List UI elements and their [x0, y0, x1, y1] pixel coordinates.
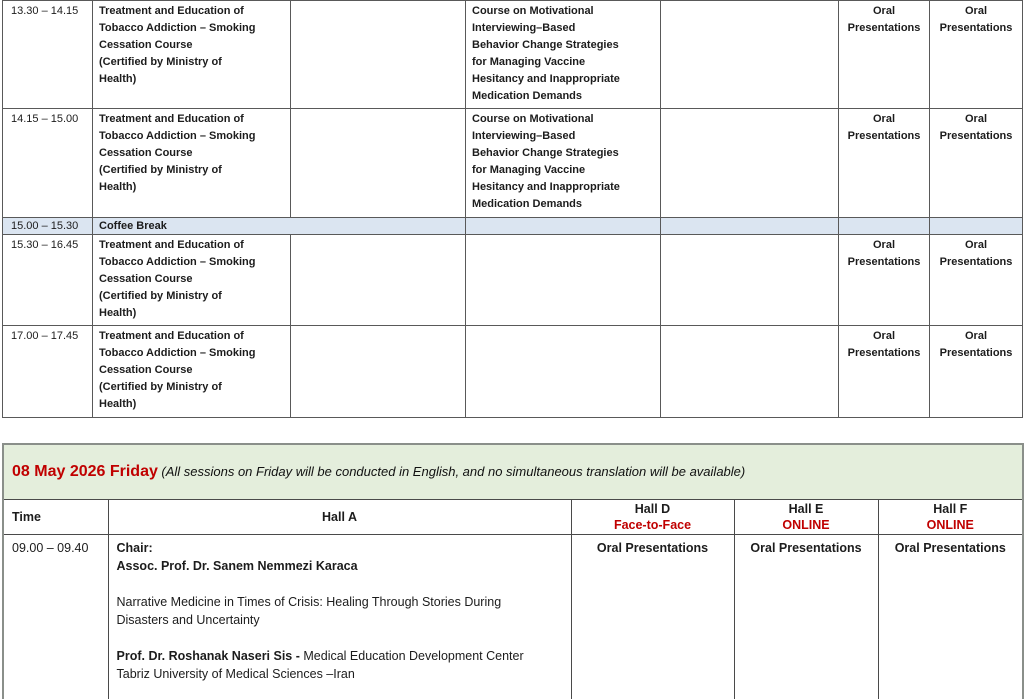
course-line: Treatment and Education of — [99, 5, 244, 17]
header-hall-f — [878, 500, 1023, 535]
course-line: Health) — [99, 181, 137, 193]
motivational-course-cell — [466, 109, 661, 218]
oral-line: Presentations — [847, 130, 921, 142]
table-row — [3, 1, 1023, 109]
empty-cell — [466, 235, 661, 326]
afternoon-sessions-table — [2, 0, 1023, 418]
oral-line: Oral — [872, 330, 895, 342]
time-cell: 15.00 – 15.30 — [3, 218, 93, 235]
course-line: Behavior Change Strategies — [472, 147, 619, 159]
empty-cell — [930, 218, 1023, 235]
empty-cell — [661, 218, 839, 235]
course-line: Cessation Course — [99, 147, 193, 159]
course-line: Health) — [99, 398, 137, 410]
course-line: (Certified by Ministry of — [99, 164, 222, 176]
oral-presentations-cell — [839, 326, 930, 418]
empty-cell — [291, 1, 466, 109]
friday-band-cell — [3, 444, 1023, 500]
friday-header-band — [3, 444, 1023, 500]
friday-session-row — [3, 535, 1023, 699]
friday-title: 08 May 2026 Friday — [12, 463, 158, 480]
oral-line: Presentations — [847, 22, 921, 34]
treatment-course-cell — [93, 1, 291, 109]
oral-presentations-cell — [930, 235, 1023, 326]
course-line: Hesitancy and Inappropriate — [472, 181, 620, 193]
oral-presentations-cell — [839, 235, 930, 326]
course-line: Tobacco Addiction – Smoking — [99, 256, 256, 268]
empty-cell — [839, 218, 930, 235]
oral-line: Oral — [872, 239, 895, 251]
empty-cell — [466, 218, 661, 235]
course-line: Course on Motivational — [472, 113, 594, 125]
table-row — [3, 235, 1023, 326]
header-hall-d — [571, 500, 734, 535]
table-row — [3, 326, 1023, 418]
oral-presentations-cell — [839, 1, 930, 109]
oral-presentations-cell: Oral Presentations — [571, 535, 734, 699]
oral-line: Presentations — [939, 130, 1013, 142]
table-row — [3, 109, 1023, 218]
blank-line — [117, 629, 563, 647]
chair-label: Chair: — [116, 541, 153, 555]
coffee-break-cell: Coffee Break — [93, 218, 466, 235]
time-cell: 15.30 – 16.45 — [3, 235, 93, 326]
course-line: Health) — [99, 307, 137, 319]
oral-line: Oral — [872, 113, 895, 125]
treatment-course-cell — [93, 109, 291, 218]
speaker-affiliation: Medical Education Development Center — [303, 649, 524, 663]
course-line: Hesitancy and Inappropriate — [472, 73, 620, 85]
hall-e-label: Hall E — [788, 502, 824, 516]
course-line: Interviewing–Based — [472, 22, 576, 34]
friday-note: (All sessions on Friday will be conducted in English, and no simultaneous translation will be available) — [161, 464, 746, 479]
hall-a-session-cell — [108, 535, 571, 699]
treatment-course-cell — [93, 235, 291, 326]
oral-presentations-cell — [930, 326, 1023, 418]
course-line: Cessation Course — [99, 273, 193, 285]
course-line: (Certified by Ministry of — [99, 381, 222, 393]
oral-line: Oral — [964, 5, 987, 17]
course-line: Treatment and Education of — [99, 113, 244, 125]
hall-f-label: Hall F — [933, 502, 968, 516]
speaker-name: Prof. Dr. Roshanak Naseri Sis - — [116, 649, 304, 663]
course-line: Medication Demands — [472, 90, 583, 102]
oral-presentations-cell: Oral Presentations — [878, 535, 1023, 699]
empty-cell — [661, 326, 839, 418]
chair-name: Assoc. Prof. Dr. Sanem Nemmezi Karaca — [116, 559, 358, 573]
treatment-course-cell — [93, 326, 291, 418]
course-line: Medication Demands — [472, 198, 583, 210]
empty-cell — [661, 1, 839, 109]
hall-e-mode-label: ONLINE — [782, 518, 830, 532]
course-line: Treatment and Education of — [99, 330, 244, 342]
hall-d-mode-label: Face-to-Face — [613, 518, 692, 532]
course-line: Health) — [99, 73, 137, 85]
header-hall-e — [734, 500, 878, 535]
speaker-affiliation-line: Tabriz University of Medical Sciences –Iran — [116, 667, 355, 681]
motivational-course-cell — [466, 1, 661, 109]
course-line: Tobacco Addiction – Smoking — [99, 130, 256, 142]
course-line: Course on Motivational — [472, 5, 594, 17]
talk-title-line: Disasters and Uncertainty — [116, 613, 260, 627]
empty-cell — [466, 326, 661, 418]
oral-line: Presentations — [939, 22, 1013, 34]
course-line: (Certified by Ministry of — [99, 290, 222, 302]
header-hall-a: Hall A — [108, 500, 571, 535]
oral-line: Presentations — [939, 256, 1013, 268]
oral-line: Presentations — [939, 347, 1013, 359]
empty-cell — [291, 326, 466, 418]
oral-presentations-cell — [930, 1, 1023, 109]
oral-line: Oral — [964, 113, 987, 125]
course-line: Treatment and Education of — [99, 239, 244, 251]
coffee-break-row — [3, 218, 1023, 235]
friday-sessions-table — [2, 443, 1024, 699]
course-line: Tobacco Addiction – Smoking — [99, 347, 256, 359]
course-line: for Managing Vaccine — [472, 164, 586, 176]
course-line: Cessation Course — [99, 39, 193, 51]
empty-cell — [291, 109, 466, 218]
blank-line — [117, 575, 563, 593]
friday-column-headers — [3, 500, 1023, 535]
oral-line: Presentations — [847, 347, 921, 359]
course-line: for Managing Vaccine — [472, 56, 586, 68]
course-line: Behavior Change Strategies — [472, 39, 619, 51]
hall-f-mode-label: ONLINE — [926, 518, 974, 532]
course-line: Tobacco Addiction – Smoking — [99, 22, 256, 34]
oral-line: Oral — [872, 5, 895, 17]
oral-presentations-cell — [839, 109, 930, 218]
course-line: Cessation Course — [99, 364, 193, 376]
course-line: Interviewing–Based — [472, 130, 576, 142]
oral-presentations-cell — [930, 109, 1023, 218]
oral-line: Oral — [964, 330, 987, 342]
talk-title-line: Narrative Medicine in Times of Crisis: Healing Through Stories During — [116, 595, 502, 609]
empty-cell — [661, 109, 839, 218]
course-line: (Certified by Ministry of — [99, 56, 222, 68]
speaker-line — [117, 647, 563, 665]
time-cell: 13.30 – 14.15 — [3, 1, 93, 109]
oral-line: Oral — [964, 239, 987, 251]
empty-cell — [291, 235, 466, 326]
time-cell: 14.15 – 15.00 — [3, 109, 93, 218]
header-time: Time — [3, 500, 108, 535]
empty-cell — [661, 235, 839, 326]
time-cell: 17.00 – 17.45 — [3, 326, 93, 418]
hall-d-label: Hall D — [634, 502, 671, 516]
oral-presentations-cell: Oral Presentations — [734, 535, 878, 699]
time-cell: 09.00 – 09.40 — [3, 535, 108, 699]
oral-line: Presentations — [847, 256, 921, 268]
